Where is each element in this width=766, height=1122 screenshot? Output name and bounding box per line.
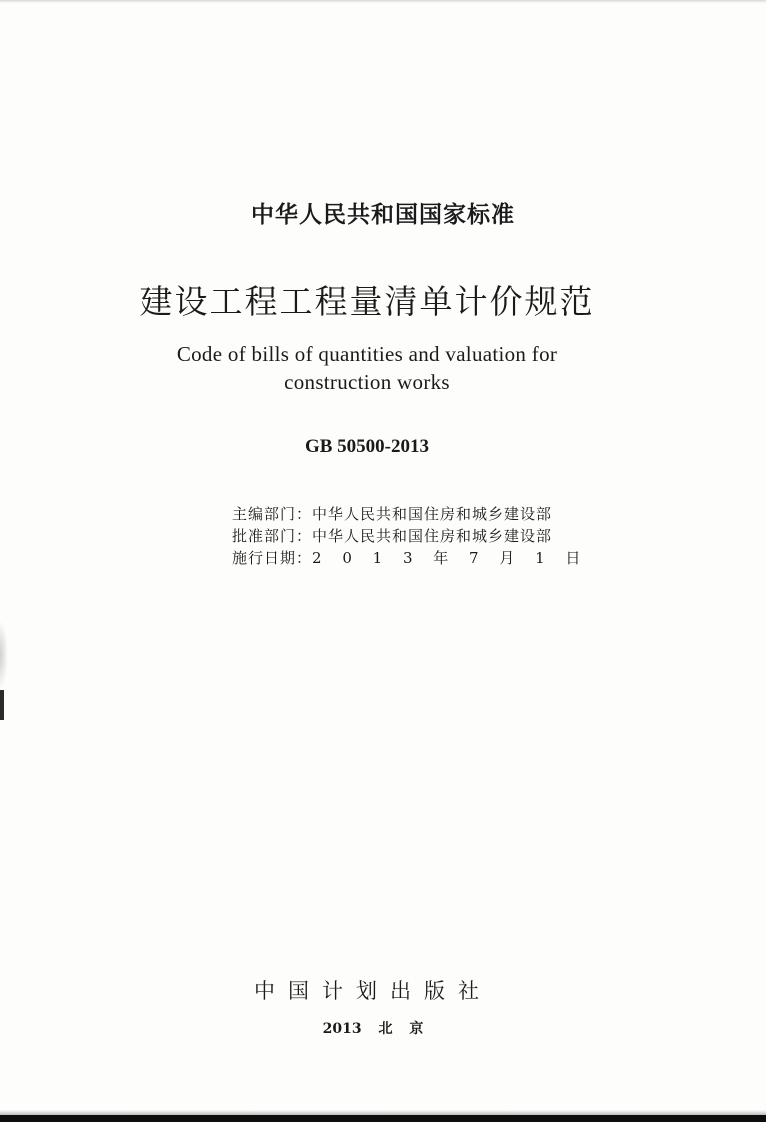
- info-value: 中华人民共和国住房和城乡建设部: [312, 505, 553, 523]
- standard-type-heading: 中华人民共和国国家标准: [251, 202, 515, 228]
- info-value: 中华人民共和国住房和城乡建设部: [312, 527, 553, 545]
- info-row-effective-date: [232, 547, 582, 569]
- title-en-line-2: construction works: [284, 370, 450, 394]
- scan-speck: [0, 620, 8, 690]
- page-top-edge: [0, 0, 766, 3]
- document-title-cn: 建设工程工程量清单计价规范: [139, 282, 595, 321]
- info-row-approver: [232, 525, 582, 547]
- publisher-name: 中国计划出版社: [254, 979, 492, 1003]
- info-label: 主编部门：: [232, 505, 313, 523]
- publish-year-place: 2013 北 京: [322, 1021, 424, 1037]
- info-label: 批准部门：: [232, 527, 313, 545]
- info-row-chief-editor: [232, 503, 582, 525]
- document-title-en: [0, 340, 734, 396]
- info-value: 2 0 1 3 年 7 月 1 日: [312, 549, 583, 567]
- page-bottom-edge: [0, 1115, 766, 1122]
- standard-info-block: [232, 503, 582, 569]
- info-label: 施行日期：: [232, 549, 313, 567]
- standard-code: GB 50500-2013: [304, 436, 430, 457]
- scan-edge-mark: [0, 690, 4, 720]
- title-en-line-1: Code of bills of quantities and valuation for: [176, 342, 558, 366]
